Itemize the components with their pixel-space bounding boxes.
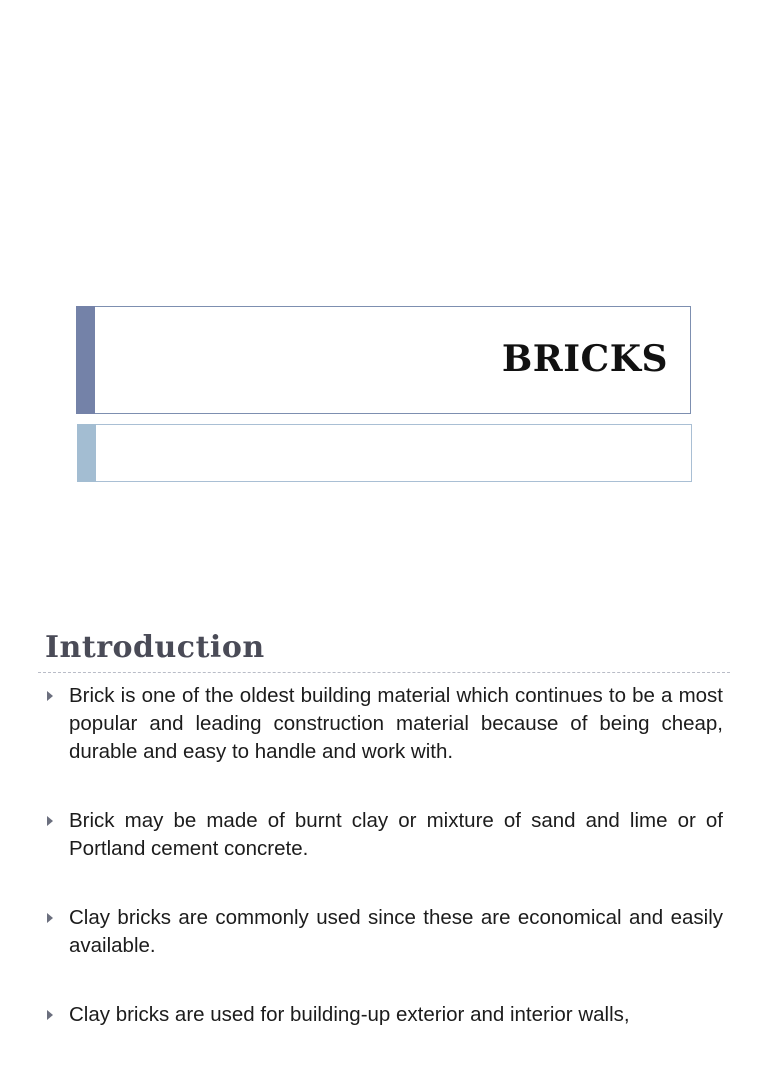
bullet-text: Brick may be made of burnt clay or mixture of sand and lime or of Portland cement concrete. xyxy=(69,809,723,860)
section-heading: Introduction xyxy=(45,630,265,665)
list-item xyxy=(45,1001,723,1029)
bullet-text: Clay bricks are commonly used since these are economical and easily available. xyxy=(69,906,723,957)
heading-divider xyxy=(38,672,730,673)
subtitle-accent-bar xyxy=(77,424,96,482)
title-accent-bar xyxy=(76,306,95,414)
triangle-right-icon xyxy=(47,816,53,826)
title-box xyxy=(76,306,691,414)
list-item xyxy=(45,904,723,960)
triangle-right-icon xyxy=(47,691,53,701)
slide-title: BRICKS xyxy=(501,338,668,380)
triangle-right-icon xyxy=(47,913,53,923)
bullet-text: Brick is one of the oldest building material which continues to be a most popular and leading construction material because of being cheap, durable and easy to handle and work with. xyxy=(69,684,723,763)
subtitle-box xyxy=(77,424,692,482)
triangle-right-icon xyxy=(47,1010,53,1020)
list-item xyxy=(45,807,723,863)
bullet-text: Clay bricks are used for building-up exterior and interior walls, xyxy=(69,1003,630,1026)
list-item xyxy=(45,682,723,766)
bullet-list xyxy=(45,682,723,1070)
